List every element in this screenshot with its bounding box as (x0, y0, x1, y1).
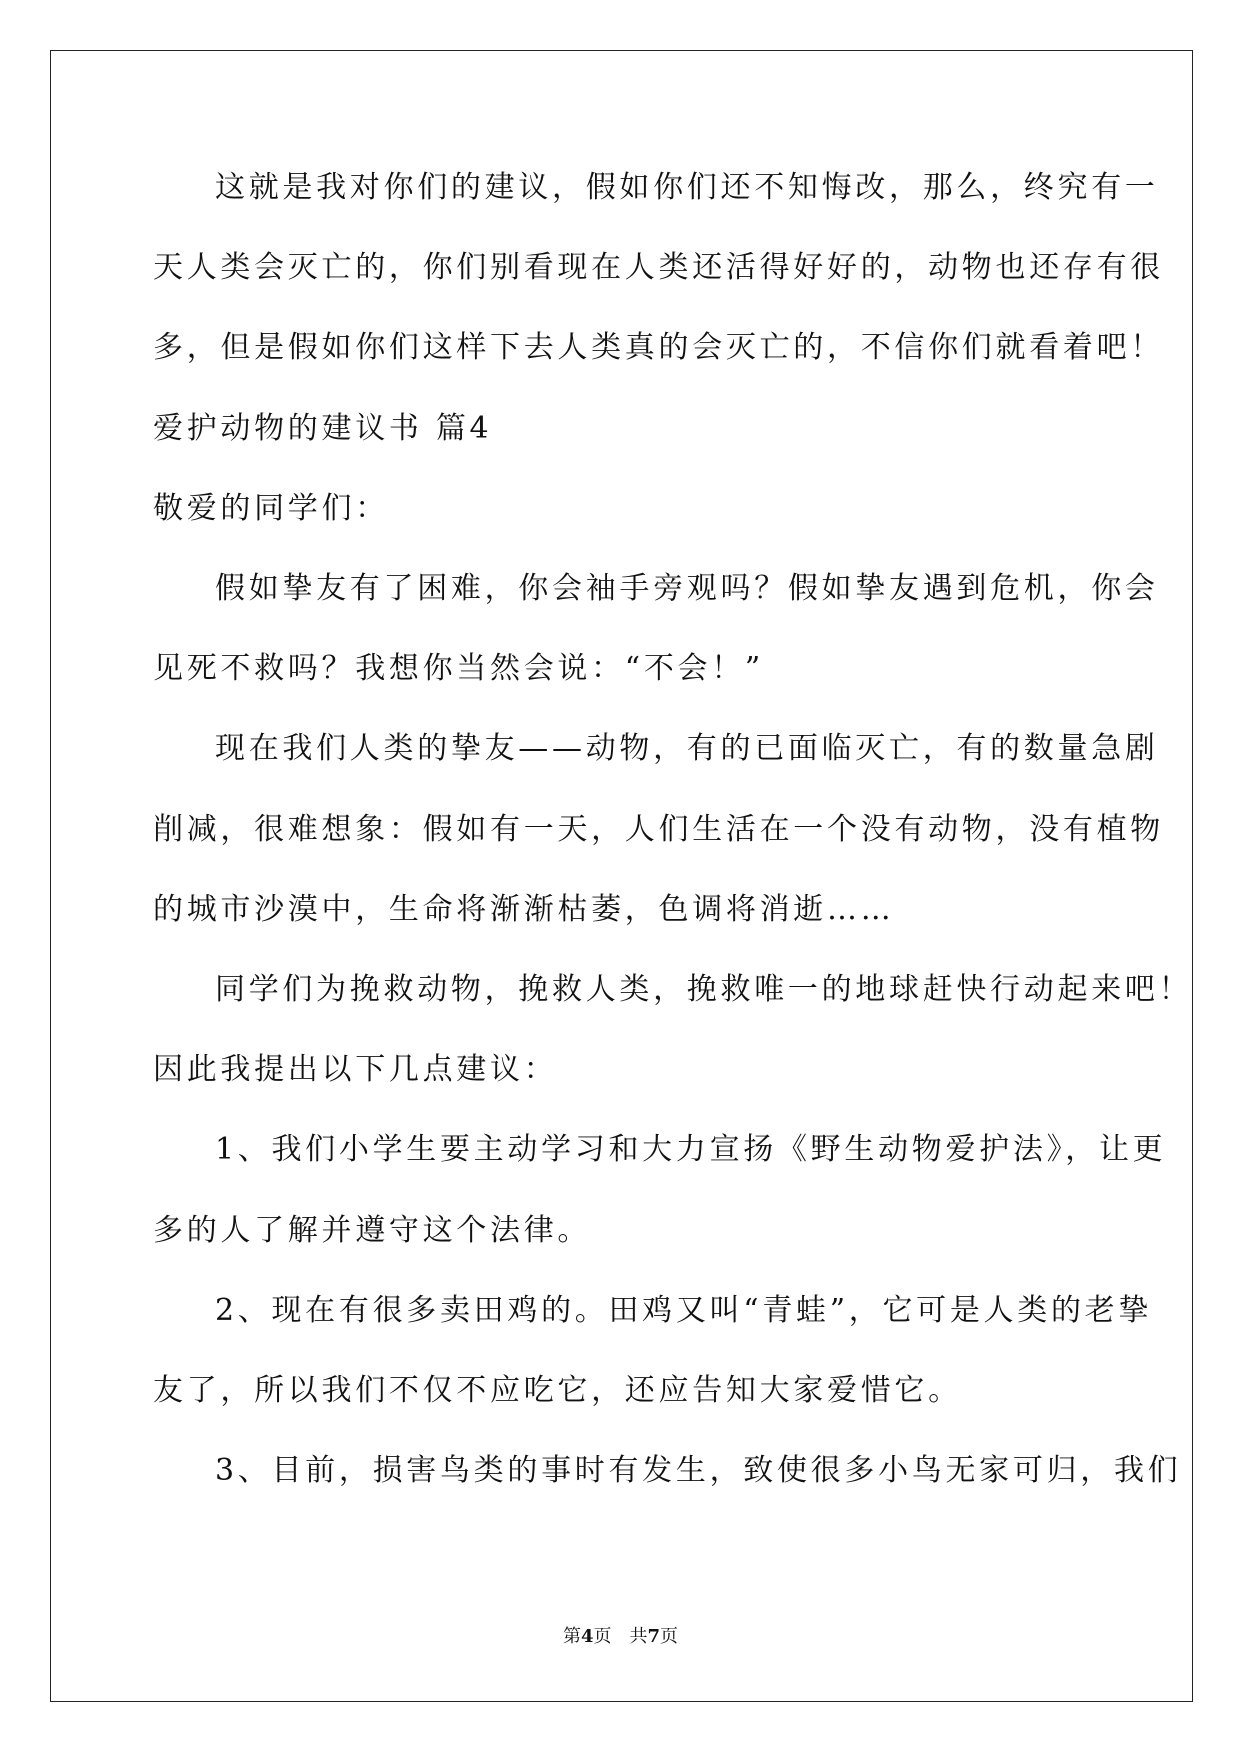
text-line: 3、目前，损害鸟类的事时有发生，致使很多小鸟无家可归，我们 (215, 1453, 1182, 1489)
text-line: 因此我提出以下几点建议： (153, 1052, 558, 1088)
text-line: 削减，很难想象：假如有一天，人们生活在一个没有动物，没有植物 (153, 811, 1164, 847)
text-line: 多，但是假如你们这样下去人类真的会灭亡的，不信你们就看着吧！ (153, 330, 1164, 366)
text-line: 的城市沙漠中，生命将渐渐枯萎，色调将消逝…… (153, 891, 895, 927)
text-line: 这就是我对你们的建议，假如你们还不知悔改，那么，终究有一 (215, 170, 1159, 205)
footer-mid: 页 共 (593, 1626, 648, 1647)
salutation: 敬爱的同学们： (153, 490, 389, 526)
text-line: 现在我们人类的挚友——动物，有的已面临灭亡，有的数量急剧 (215, 731, 1159, 767)
section-heading: 爱护动物的建议书 篇4 (153, 410, 493, 446)
text-line: 友了，所以我们不仅不应吃它，还应告知大家爱惜它。 (153, 1373, 962, 1408)
text-line: 同学们为挽救动物，挽救人类，挽救唯一的地球赶快行动起来吧！ (215, 972, 1193, 1007)
footer-page-total: 7 (647, 1626, 661, 1647)
footer-prefix: 第 (562, 1626, 581, 1647)
text-line: 见死不救吗？我想你当然会说：“不会！” (153, 651, 764, 687)
text-line: 1、我们小学生要主动学习和大力宣扬《野生动物爱护法》，让更 (215, 1132, 1167, 1168)
text-line: 天人类会灭亡的，你们别看现在人类还活得好好的，动物也还存有很 (153, 250, 1164, 286)
footer-suffix: 页 (660, 1626, 679, 1647)
text-line: 2、现在有很多卖田鸡的。田鸡又叫“青蛙”，它可是人类的老挚 (215, 1292, 1153, 1328)
page-footer (0, 1625, 1241, 1649)
text-line: 假如挚友有了困难，你会袖手旁观吗？假如挚友遇到危机，你会 (215, 571, 1159, 606)
footer-page-current: 4 (580, 1626, 594, 1647)
text-line: 多的人了解并遵守这个法律。 (153, 1212, 592, 1248)
